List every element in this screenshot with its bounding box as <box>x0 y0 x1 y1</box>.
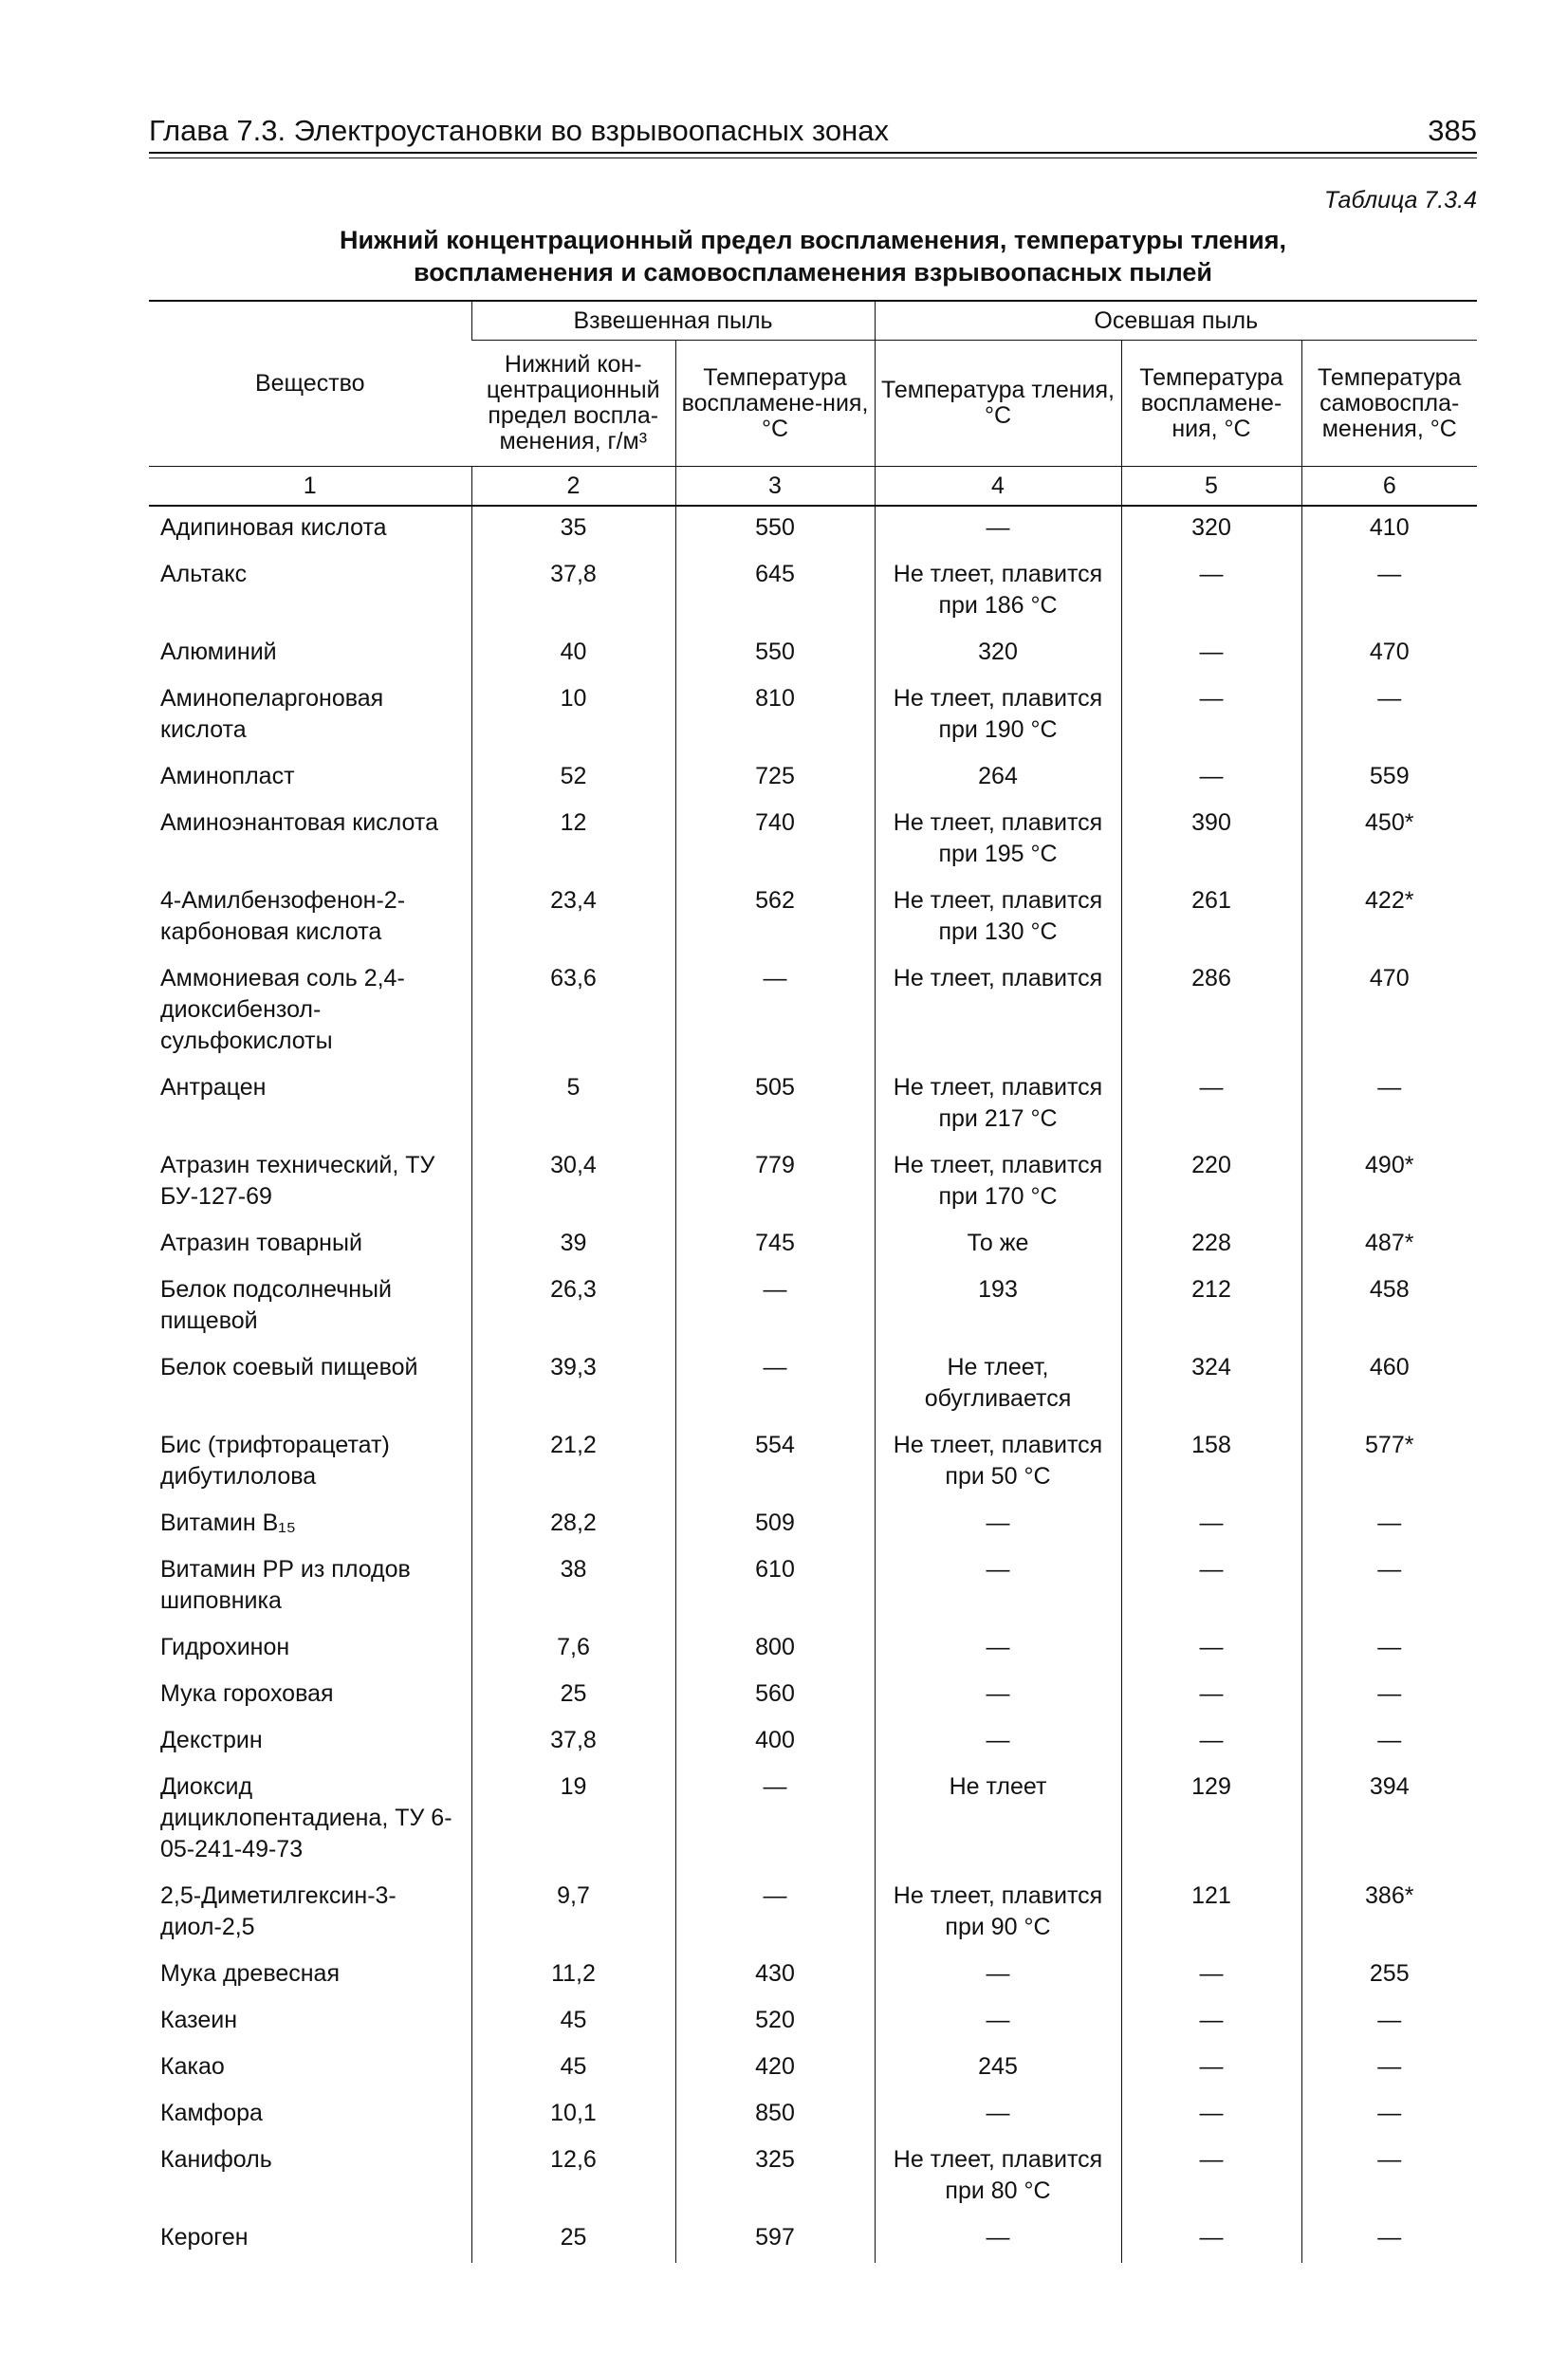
smoldering-temp-cell: Не тлеет, плавится при 170 °С <box>875 1144 1121 1222</box>
lower-limit-cell: 38 <box>471 1548 675 1626</box>
ignition-temp-settled-cell: — <box>1121 2139 1301 2216</box>
smoldering-temp-cell: 264 <box>875 755 1121 802</box>
dust-properties-table <box>149 300 1477 2263</box>
lower-limit-cell: 28,2 <box>471 1502 675 1548</box>
autoignition-temp-cell: 559 <box>1301 755 1477 802</box>
substance-cell: Какао <box>160 2053 225 2080</box>
substance-cell: Гидрохинон <box>160 1634 290 1660</box>
substance-cell: Антрацен <box>160 1074 267 1101</box>
smoldering-temp-cell: Не тлеет <box>875 1766 1121 1875</box>
autoignition-temp-cell: 487* <box>1301 1222 1477 1269</box>
header-col5: Температура воспламене-ния, °С <box>1121 341 1301 467</box>
ignition-temp-suspended-cell: 550 <box>675 631 875 677</box>
header-group-suspended: Взвешенная пыль <box>471 301 875 341</box>
ignition-temp-suspended-cell: 560 <box>675 1673 875 1719</box>
autoignition-temp-cell: — <box>1301 1626 1477 1673</box>
lower-limit-cell: 12 <box>471 802 675 880</box>
table-row <box>149 1953 1477 1999</box>
table-title <box>149 224 1477 288</box>
autoignition-temp-cell: 255 <box>1301 1953 1477 1999</box>
ignition-temp-suspended-cell: 550 <box>675 506 875 553</box>
table-row <box>149 1222 1477 1269</box>
table-row <box>149 677 1477 755</box>
smoldering-temp-cell: — <box>875 1548 1121 1626</box>
table-row <box>149 957 1477 1066</box>
substance-cell: Атразин товарный <box>160 1230 362 1256</box>
ignition-temp-suspended-cell: 740 <box>675 802 875 880</box>
table-title-line-1: Нижний концентрационный предел воспламенения, температуры тления, <box>340 226 1286 254</box>
header-col3: Температура воспламене-ния, °С <box>675 341 875 467</box>
substance-cell: Витамин B₁₅ <box>160 1510 296 1536</box>
smoldering-temp-cell: — <box>875 506 1121 553</box>
substance-cell: Аминоэнантовая кислота <box>160 809 438 836</box>
ignition-temp-suspended-cell: — <box>675 1346 875 1424</box>
ignition-temp-settled-cell: 286 <box>1121 957 1301 1066</box>
lower-limit-cell: 19 <box>471 1766 675 1875</box>
autoignition-temp-cell: — <box>1301 2139 1477 2216</box>
smoldering-temp-cell: — <box>875 1719 1121 1766</box>
lower-limit-cell: 12,6 <box>471 2139 675 2216</box>
ignition-temp-suspended-cell: 420 <box>675 2046 875 2092</box>
ignition-temp-settled-cell: — <box>1121 677 1301 755</box>
autoignition-temp-cell: 410 <box>1301 506 1477 553</box>
ignition-temp-settled-cell: 320 <box>1121 506 1301 553</box>
ignition-temp-suspended-cell: 520 <box>675 1999 875 2046</box>
lower-limit-cell: 40 <box>471 631 675 677</box>
autoignition-temp-cell: 470 <box>1301 957 1477 1066</box>
ignition-temp-settled-cell: 158 <box>1121 1424 1301 1502</box>
ignition-temp-settled-cell: — <box>1121 1626 1301 1673</box>
autoignition-temp-cell: — <box>1301 2216 1477 2263</box>
lower-limit-cell: 37,8 <box>471 1719 675 1766</box>
table-row <box>149 1875 1477 1953</box>
ignition-temp-suspended-cell: 509 <box>675 1502 875 1548</box>
smoldering-temp-cell: Не тлеет, плавится <box>875 957 1121 1066</box>
ignition-temp-settled-cell: 212 <box>1121 1269 1301 1346</box>
col-number: 3 <box>675 467 875 507</box>
lower-limit-cell: 39,3 <box>471 1346 675 1424</box>
substance-cell: Мука гороховая <box>160 1680 334 1707</box>
header-group-settled: Осевшая пыль <box>875 301 1477 341</box>
smoldering-temp-cell: — <box>875 1502 1121 1548</box>
lower-limit-cell: 10 <box>471 677 675 755</box>
ignition-temp-settled-cell: — <box>1121 1719 1301 1766</box>
lower-limit-cell: 9,7 <box>471 1875 675 1953</box>
ignition-temp-settled-cell: — <box>1121 1673 1301 1719</box>
autoignition-temp-cell: — <box>1301 1673 1477 1719</box>
ignition-temp-suspended-cell: 562 <box>675 880 875 957</box>
ignition-temp-settled-cell: — <box>1121 1548 1301 1626</box>
header-col6: Температура самовоспла-менения, °С <box>1301 341 1477 467</box>
substance-cell: Альтакс <box>160 561 248 587</box>
ignition-temp-suspended-cell: 430 <box>675 1953 875 1999</box>
ignition-temp-suspended-cell: 810 <box>675 677 875 755</box>
autoignition-temp-cell: — <box>1301 1548 1477 1626</box>
smoldering-temp-cell: Не тлеет, плавится при 50 °С <box>875 1424 1121 1502</box>
autoignition-temp-cell: — <box>1301 1999 1477 2046</box>
substance-cell: Декстрин <box>160 1727 263 1753</box>
ignition-temp-suspended-cell: 645 <box>675 553 875 631</box>
smoldering-temp-cell: — <box>875 1953 1121 1999</box>
autoignition-temp-cell: 460 <box>1301 1346 1477 1424</box>
ignition-temp-suspended-cell: 505 <box>675 1066 875 1144</box>
ignition-temp-settled-cell: 129 <box>1121 1766 1301 1875</box>
ignition-temp-suspended-cell: 597 <box>675 2216 875 2263</box>
substance-cell: Аммониевая соль 2,4-диоксибензол-сульфокислоты <box>160 965 405 1054</box>
lower-limit-cell: 45 <box>471 1999 675 2046</box>
col-number: 4 <box>875 467 1121 507</box>
ignition-temp-settled-cell: 324 <box>1121 1346 1301 1424</box>
substance-cell: 4-Амилбензофенон-2-карбоновая кислота <box>160 887 406 945</box>
ignition-temp-suspended-cell: 800 <box>675 1626 875 1673</box>
ignition-temp-suspended-cell: 400 <box>675 1719 875 1766</box>
autoignition-temp-cell: — <box>1301 1066 1477 1144</box>
table-row <box>149 1346 1477 1424</box>
table-row <box>149 1548 1477 1626</box>
substance-cell: Аминопласт <box>160 763 295 789</box>
lower-limit-cell: 23,4 <box>471 880 675 957</box>
ignition-temp-suspended-cell: 325 <box>675 2139 875 2216</box>
ignition-temp-suspended-cell: 610 <box>675 1548 875 1626</box>
table-row <box>149 1626 1477 1673</box>
smoldering-temp-cell: Не тлеет, плавится при 80 °С <box>875 2139 1121 2216</box>
col-number: 6 <box>1301 467 1477 507</box>
table-row <box>149 1269 1477 1346</box>
col-number: 1 <box>149 467 471 507</box>
lower-limit-cell: 63,6 <box>471 957 675 1066</box>
header-rule <box>149 154 1477 158</box>
table-row <box>149 2092 1477 2139</box>
smoldering-temp-cell: Не тлеет, плавится при 186 °С <box>875 553 1121 631</box>
lower-limit-cell: 45 <box>471 2046 675 2092</box>
ignition-temp-suspended-cell: 850 <box>675 2092 875 2139</box>
table-row <box>149 2216 1477 2263</box>
table-row <box>149 2139 1477 2216</box>
smoldering-temp-cell: То же <box>875 1222 1121 1269</box>
lower-limit-cell: 10,1 <box>471 2092 675 2139</box>
autoignition-temp-cell: 386* <box>1301 1875 1477 1953</box>
autoignition-temp-cell: 458 <box>1301 1269 1477 1346</box>
ignition-temp-settled-cell: 121 <box>1121 1875 1301 1953</box>
smoldering-temp-cell: — <box>875 1626 1121 1673</box>
ignition-temp-settled-cell: 220 <box>1121 1144 1301 1222</box>
header-substance: Вещество <box>149 301 471 467</box>
lower-limit-cell: 52 <box>471 755 675 802</box>
autoignition-temp-cell: 490* <box>1301 1144 1477 1222</box>
lower-limit-cell: 39 <box>471 1222 675 1269</box>
substance-cell: Мука древесная <box>160 1960 340 1987</box>
smoldering-temp-cell: Не тлеет, плавится при 195 °С <box>875 802 1121 880</box>
page <box>149 114 1477 2263</box>
smoldering-temp-cell: — <box>875 1673 1121 1719</box>
ignition-temp-settled-cell: — <box>1121 1999 1301 2046</box>
table-row <box>149 1066 1477 1144</box>
table-body <box>149 506 1477 2263</box>
autoignition-temp-cell: — <box>1301 2092 1477 2139</box>
autoignition-temp-cell: — <box>1301 1719 1477 1766</box>
table-row <box>149 631 1477 677</box>
smoldering-temp-cell: 245 <box>875 2046 1121 2092</box>
table-row <box>149 1766 1477 1875</box>
lower-limit-cell: 25 <box>471 1673 675 1719</box>
col-number: 2 <box>471 467 675 507</box>
ignition-temp-settled-cell: — <box>1121 2216 1301 2263</box>
table-row <box>149 880 1477 957</box>
substance-cell: Кероген <box>160 2224 249 2251</box>
smoldering-temp-cell: Не тлеет, обугливается <box>875 1346 1121 1424</box>
autoignition-temp-cell: — <box>1301 553 1477 631</box>
table-row <box>149 755 1477 802</box>
substance-cell: Бис (трифторацетат) дибутилолова <box>160 1432 390 1490</box>
table-row <box>149 1424 1477 1502</box>
smoldering-temp-cell: 193 <box>875 1269 1121 1346</box>
ignition-temp-settled-cell: — <box>1121 553 1301 631</box>
smoldering-temp-cell: 320 <box>875 631 1121 677</box>
smoldering-temp-cell: Не тлеет, плавится при 130 °С <box>875 880 1121 957</box>
ignition-temp-settled-cell: — <box>1121 631 1301 677</box>
autoignition-temp-cell: 422* <box>1301 880 1477 957</box>
table-row <box>149 506 1477 553</box>
smoldering-temp-cell: — <box>875 1999 1121 2046</box>
ignition-temp-suspended-cell: — <box>675 1269 875 1346</box>
ignition-temp-settled-cell: 390 <box>1121 802 1301 880</box>
ignition-temp-suspended-cell: — <box>675 1766 875 1875</box>
lower-limit-cell: 25 <box>471 2216 675 2263</box>
substance-cell: Адипиновая кислота <box>160 514 387 541</box>
ignition-temp-suspended-cell: 554 <box>675 1424 875 1502</box>
substance-cell: Камфора <box>160 2100 263 2126</box>
autoignition-temp-cell: — <box>1301 2046 1477 2092</box>
table-row <box>149 1999 1477 2046</box>
table-row <box>149 802 1477 880</box>
smoldering-temp-cell: Не тлеет, плавится при 190 °С <box>875 677 1121 755</box>
smoldering-temp-cell: — <box>875 2092 1121 2139</box>
ignition-temp-settled-cell: — <box>1121 2092 1301 2139</box>
col-number: 5 <box>1121 467 1301 507</box>
substance-cell: Белок соевый пищевой <box>160 1354 418 1380</box>
lower-limit-cell: 26,3 <box>471 1269 675 1346</box>
ignition-temp-suspended-cell: 779 <box>675 1144 875 1222</box>
autoignition-temp-cell: 470 <box>1301 631 1477 677</box>
substance-cell: Диоксид дициклопентадиена, ТУ 6-05-241-49-73 <box>160 1773 452 1862</box>
substance-cell: 2,5-Диметилгексин-3-диол-2,5 <box>160 1882 397 1940</box>
substance-cell: Канифоль <box>160 2146 272 2173</box>
autoignition-temp-cell: 450* <box>1301 802 1477 880</box>
table-row <box>149 1673 1477 1719</box>
ignition-temp-settled-cell: — <box>1121 1066 1301 1144</box>
page-number: 385 <box>1428 114 1477 147</box>
smoldering-temp-cell: Не тлеет, плавится при 217 °С <box>875 1066 1121 1144</box>
ignition-temp-settled-cell: — <box>1121 1502 1301 1548</box>
lower-limit-cell: 35 <box>471 506 675 553</box>
smoldering-temp-cell: Не тлеет, плавится при 90 °С <box>875 1875 1121 1953</box>
ignition-temp-suspended-cell: 745 <box>675 1222 875 1269</box>
ignition-temp-suspended-cell: — <box>675 1875 875 1953</box>
ignition-temp-settled-cell: 228 <box>1121 1222 1301 1269</box>
lower-limit-cell: 30,4 <box>471 1144 675 1222</box>
lower-limit-cell: 5 <box>471 1066 675 1144</box>
table-title-line-2: воспламенения и самовоспламенения взрывоопасных пылей <box>413 258 1213 287</box>
autoignition-temp-cell: — <box>1301 677 1477 755</box>
lower-limit-cell: 21,2 <box>471 1424 675 1502</box>
lower-limit-cell: 11,2 <box>471 1953 675 1999</box>
ignition-temp-settled-cell: — <box>1121 2046 1301 2092</box>
autoignition-temp-cell: 394 <box>1301 1766 1477 1875</box>
table-row <box>149 553 1477 631</box>
ignition-temp-settled-cell: — <box>1121 1953 1301 1999</box>
substance-cell: Алюминий <box>160 639 277 665</box>
table-row <box>149 1144 1477 1222</box>
chapter-title: Глава 7.3. Электроустановки во взрывоопасных зонах <box>149 114 889 147</box>
table-number: Таблица 7.3.4 <box>1323 187 1477 213</box>
substance-cell: Витамин РР из плодов шиповника <box>160 1556 411 1614</box>
autoignition-temp-cell: 577* <box>1301 1424 1477 1502</box>
ignition-temp-suspended-cell: 725 <box>675 755 875 802</box>
substance-cell: Аминопеларгоновая кислота <box>160 685 384 743</box>
ignition-temp-settled-cell: — <box>1121 755 1301 802</box>
ignition-temp-settled-cell: 261 <box>1121 880 1301 957</box>
table-row <box>149 2046 1477 2092</box>
substance-cell: Белок подсолнечный пищевой <box>160 1276 392 1334</box>
header-col4: Температура тления, °С <box>875 341 1121 467</box>
running-head <box>149 114 1477 154</box>
lower-limit-cell: 37,8 <box>471 553 675 631</box>
ignition-temp-suspended-cell: — <box>675 957 875 1066</box>
substance-cell: Атразин технический, ТУ БУ-127-69 <box>160 1152 435 1210</box>
table-row <box>149 1719 1477 1766</box>
substance-cell: Казеин <box>160 2007 238 2033</box>
smoldering-temp-cell: — <box>875 2216 1121 2263</box>
table-row <box>149 1502 1477 1548</box>
header-col2: Нижний кон-центрационный предел воспла-менения, г/м³ <box>471 341 675 467</box>
lower-limit-cell: 7,6 <box>471 1626 675 1673</box>
autoignition-temp-cell: — <box>1301 1502 1477 1548</box>
